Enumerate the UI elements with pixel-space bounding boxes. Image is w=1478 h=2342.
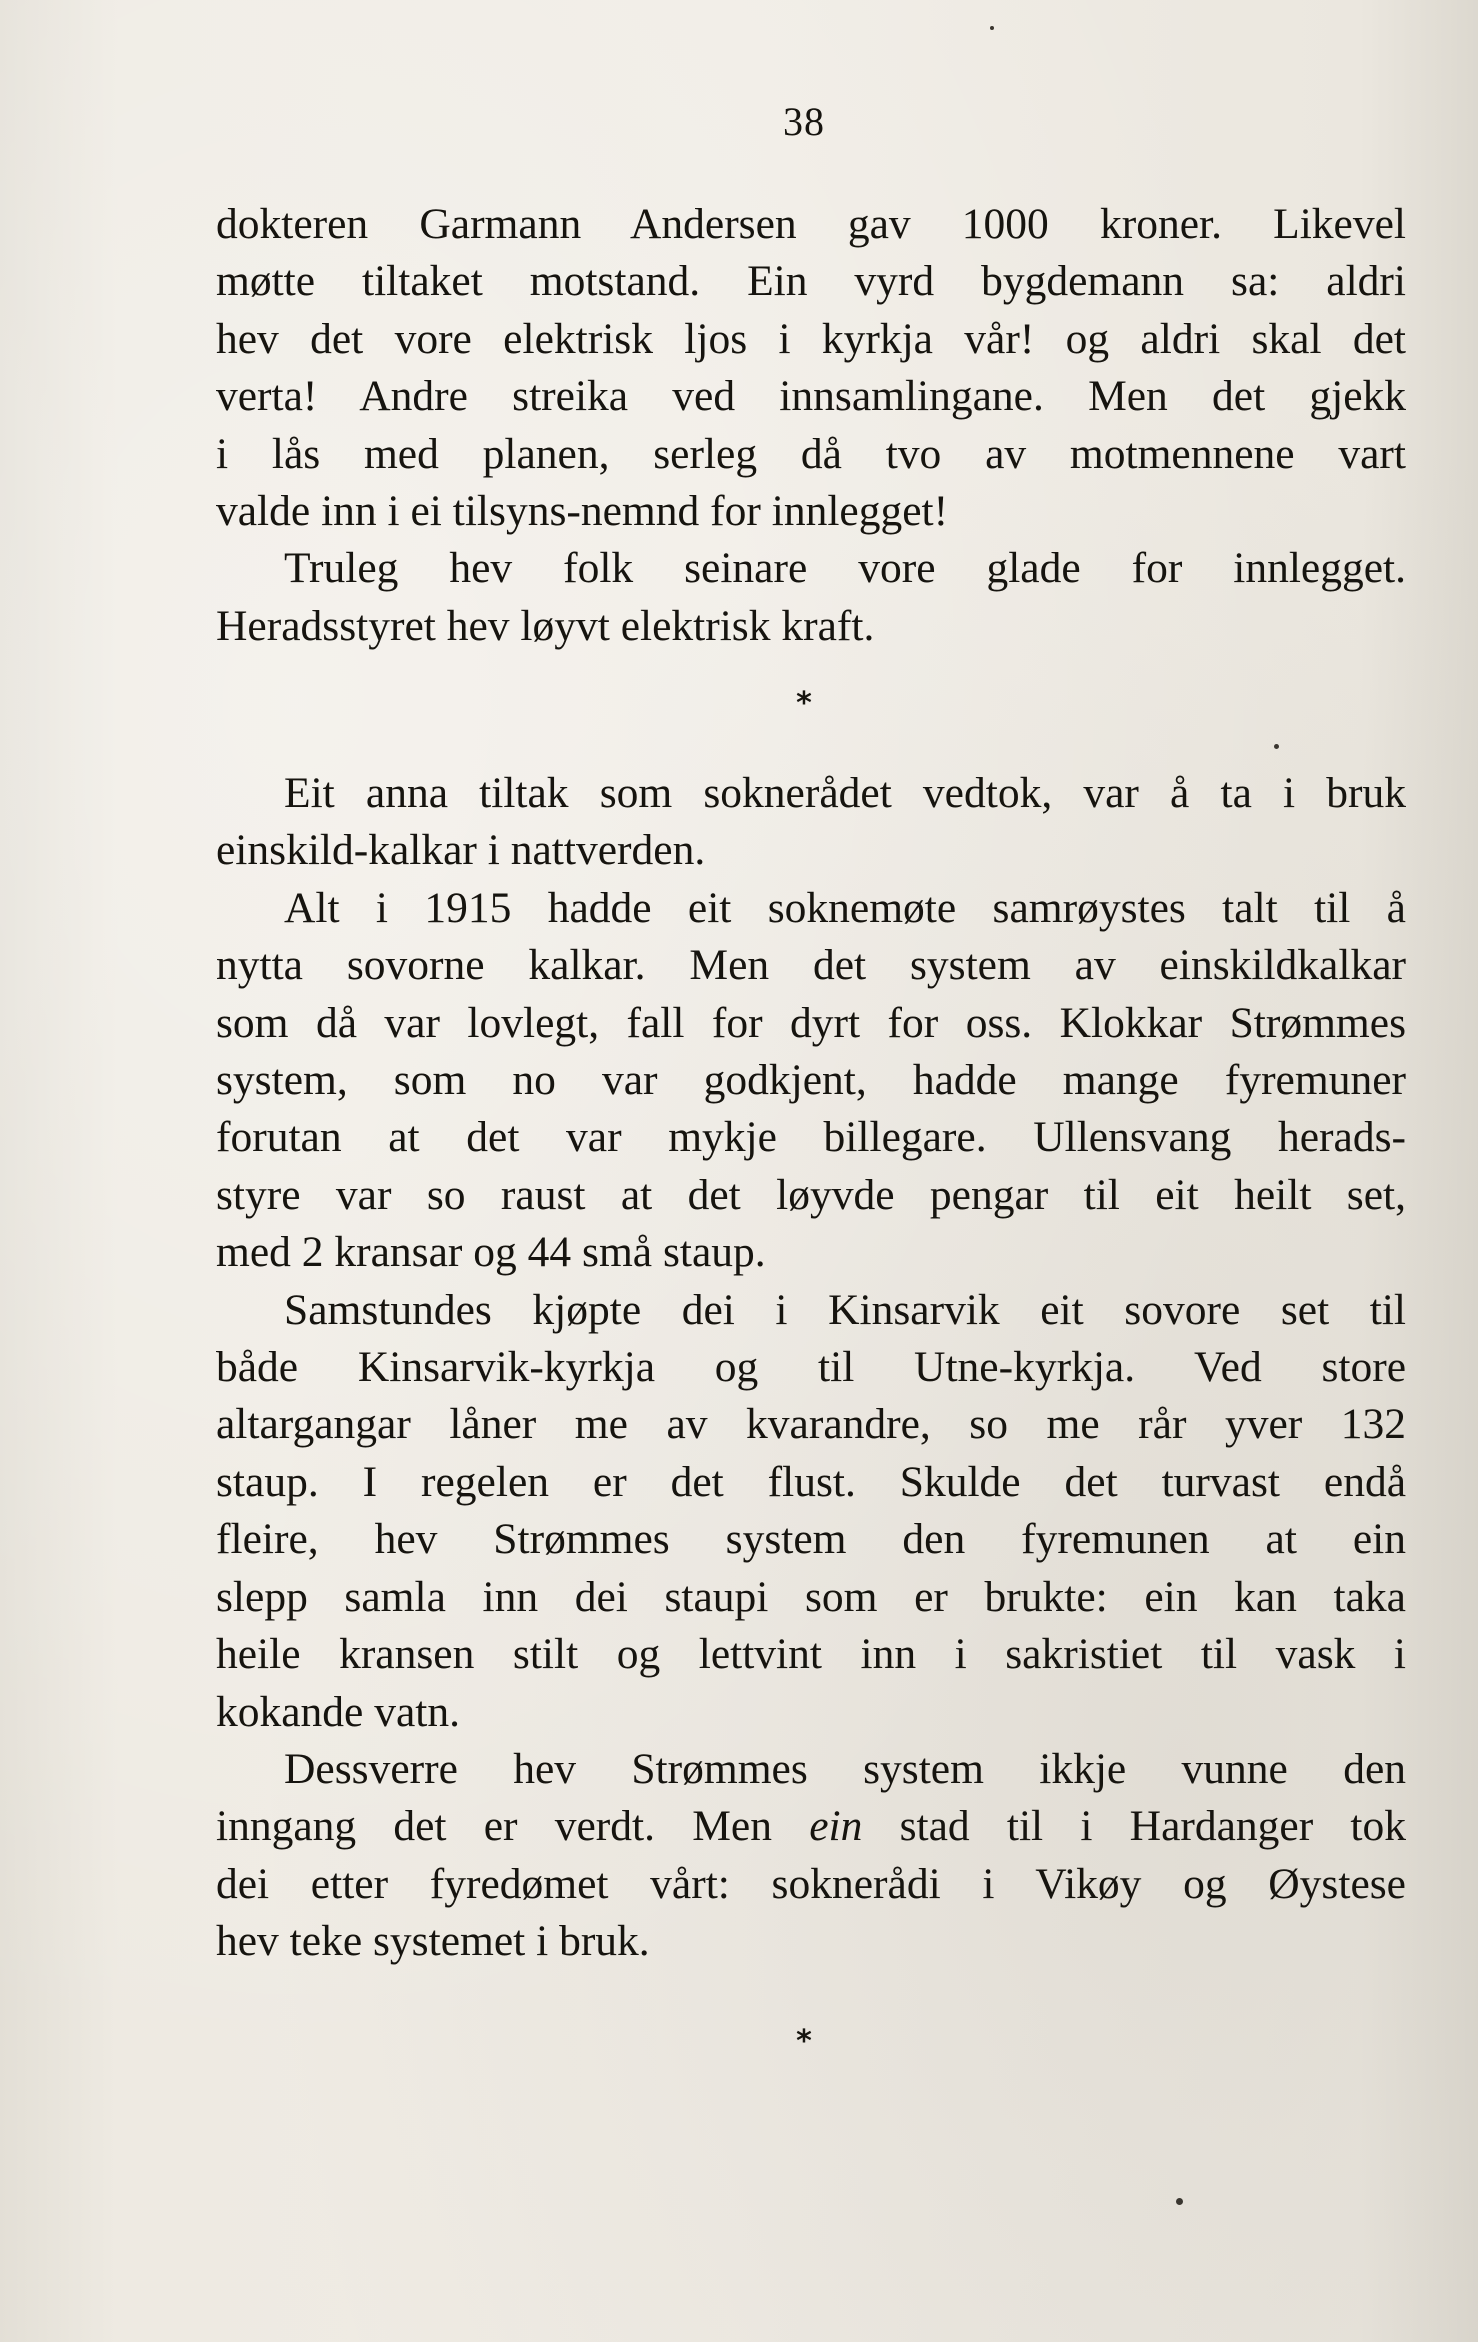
text-line: hev teke systemet i bruk.: [216, 1917, 650, 1966]
text-line: dei etter fyredømet vårt: soknerådi i Vikøy og Øystese: [216, 1859, 1406, 1908]
text-line: system, som no var godkjent, hadde mange fyremuner: [216, 1056, 1406, 1105]
text-line: valde inn i ei tilsyns-nemnd for innlegget!: [216, 487, 949, 536]
text-line: staup. I regelen er det flust. Skulde det turvast endå: [216, 1457, 1406, 1506]
page-number: 38: [783, 99, 825, 144]
text-segment: stad til i Hardanger tok: [899, 1802, 1407, 1851]
text-line: Eit anna tiltak som soknerådet vedtok, var å ta i bruk: [284, 769, 1406, 817]
paragraph-block-2: [216, 765, 1406, 1971]
text-line: Truleg hev folk seinare vore glade for innlegget.: [284, 544, 1406, 593]
text-line: med 2 kransar og 44 små staup.: [216, 1228, 766, 1277]
text-line: som då var lovlegt, fall for dyrt for oss. Klokkar Strømmes: [216, 998, 1406, 1047]
text-line: [216, 1798, 1406, 1855]
text-line: einskild-kalkar i nattverden.: [216, 826, 706, 875]
italic-word: ein: [809, 1802, 863, 1851]
paper-speck: [1176, 2198, 1183, 2205]
paragraph-block-1: [216, 196, 1406, 655]
text-line: styre var so raust at det løyvde pengar til eit heilt set,: [216, 1170, 1406, 1219]
paper-speck: [1274, 744, 1279, 749]
paper-speck: [990, 26, 994, 30]
text-line: både Kinsarvik-kyrkja og til Utne-kyrkja. Ved store: [216, 1343, 1406, 1392]
text-line: dokteren Garmann Andersen gav 1000 kroner. Likevel: [216, 200, 1406, 248]
text-line: møtte tiltaket motstand. Ein vyrd bygdemann sa: aldri: [216, 257, 1406, 306]
section-separator-star: *: [796, 686, 812, 721]
text-line: i lås med planen, serleg då tvo av motmennene vart: [216, 429, 1406, 478]
text-line: nytta sovorne kalkar. Men det system av einskildkalkar: [216, 941, 1406, 990]
text-line: heile kransen stilt og lettvint inn i sakristiet til vask i: [216, 1630, 1406, 1679]
text-line: Samstundes kjøpte dei i Kinsarvik eit sovore set til: [284, 1285, 1406, 1334]
text-line: Alt i 1915 hadde eit soknemøte samrøystes talt til å: [284, 883, 1406, 932]
text-line: Dessverre hev Strømmes system ikkje vunne den: [284, 1744, 1406, 1793]
text-line: hev det vore elektrisk ljos i kyrkja vår! og aldri skal det: [216, 314, 1406, 363]
section-separator-star: *: [796, 2024, 812, 2059]
text-line: verta! Andre streika ved innsamlingane. Men det gjekk: [216, 372, 1406, 421]
text-line: kokande vatn.: [216, 1687, 461, 1736]
text-line: Heradsstyret hev løyvt elektrisk kraft.: [216, 601, 875, 650]
text-line: altargangar låner me av kvarandre, so me rår yver 132: [216, 1400, 1406, 1449]
text-line: fleire, hev Strømmes system den fyremunen at ein: [216, 1515, 1406, 1564]
text-segment: inngang det er verdt. Men: [216, 1802, 772, 1851]
text-line: slepp samla inn dei staupi som er brukte: ein kan taka: [216, 1572, 1406, 1621]
text-line: forutan at det var mykje billegare. Ullensvang herads-: [216, 1113, 1406, 1162]
